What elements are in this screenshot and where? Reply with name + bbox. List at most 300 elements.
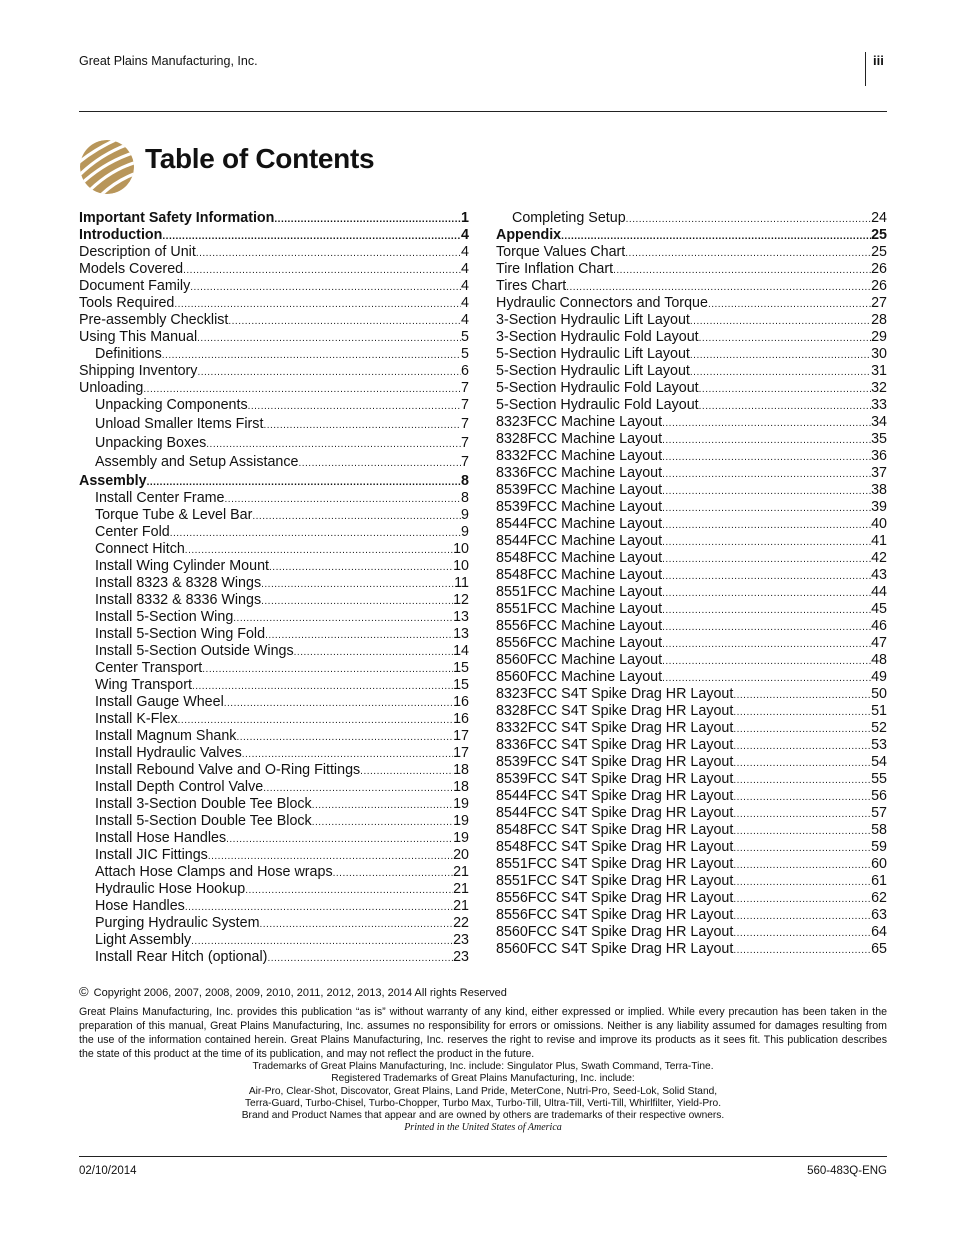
toc-entry-page: 9 — [461, 507, 469, 523]
toc-entry-title: 5-Section Hydraulic Fold Layout — [496, 380, 699, 396]
toc-entry-title: 8332FCC S4T Spike Drag HR Layout — [496, 720, 734, 736]
toc-entry[interactable] — [496, 907, 887, 924]
toc-entry-page: 19 — [453, 830, 469, 846]
toc-leader-dots — [162, 228, 461, 245]
toc-leader-dots — [733, 857, 871, 874]
toc-entry[interactable] — [496, 295, 887, 312]
toc-leader-dots — [662, 670, 871, 687]
toc-entry-page: 26 — [871, 278, 887, 294]
toc-entry-title: Attach Hose Clamps and Hose wraps — [95, 864, 333, 880]
toc-entry-page: 23 — [453, 932, 469, 948]
toc-entry-page: 7 — [461, 435, 469, 451]
toc-leader-dots — [662, 500, 871, 517]
toc-entry-title: Install 5-Section Wing Fold — [95, 626, 266, 642]
toc-entry[interactable] — [79, 711, 469, 728]
toc-leader-dots — [147, 474, 461, 491]
toc-entry-page: 33 — [871, 397, 887, 413]
toc-entry[interactable] — [496, 516, 887, 533]
toc-entry[interactable] — [79, 609, 469, 626]
toc-entry-page: 32 — [871, 380, 887, 396]
toc-entry-title: Purging Hydraulic System — [95, 915, 260, 931]
toc-leader-dots — [233, 610, 453, 627]
toc-leader-dots — [662, 602, 871, 619]
toc-leader-dots — [699, 330, 871, 347]
toc-entry[interactable] — [79, 541, 469, 558]
toc-entry-title: 8544FCC Machine Layout — [496, 533, 663, 549]
toc-entry[interactable] — [496, 363, 887, 380]
toc-entry-title: Connect Hitch — [95, 541, 185, 557]
toc-entry[interactable] — [496, 941, 887, 958]
toc-entry-title: Install Depth Control Valve — [95, 779, 264, 795]
toc-entry-title: 8560FCC S4T Spike Drag HR Layout — [496, 924, 734, 940]
toc-leader-dots — [298, 455, 461, 472]
toc-entry[interactable] — [496, 380, 887, 397]
toc-entry[interactable] — [79, 397, 469, 416]
toc-entry-page: 48 — [871, 652, 887, 668]
toc-leader-dots — [708, 296, 871, 313]
toc-entry-title: 8544FCC S4T Spike Drag HR Layout — [496, 788, 734, 804]
toc-entry-page: 53 — [871, 737, 887, 753]
toc-entry-page: 59 — [871, 839, 887, 855]
great-plains-logo — [79, 138, 135, 196]
toc-entry[interactable] — [496, 788, 887, 805]
toc-entry-title: Install 3-Section Double Tee Block — [95, 796, 312, 812]
toc-entry[interactable] — [496, 703, 887, 720]
toc-entry-title: Install Rebound Valve and O-Ring Fittings — [95, 762, 361, 778]
toc-entry-page: 64 — [871, 924, 887, 940]
toc-entry-title: 8551FCC S4T Spike Drag HR Layout — [496, 856, 734, 872]
toc-leader-dots — [248, 398, 461, 415]
toc-entry-page: 38 — [871, 482, 887, 498]
toc-entry[interactable] — [79, 295, 469, 312]
toc-leader-dots — [662, 483, 871, 500]
toc-entry-title: Important Safety Information — [79, 210, 275, 226]
toc-entry-page: 16 — [453, 711, 469, 727]
toc-entry-title: 5-Section Hydraulic Lift Layout — [496, 363, 690, 379]
toc-entry-title: Unpacking Boxes — [95, 435, 207, 451]
toc-entry-page: 4 — [461, 244, 469, 260]
toc-entry-page: 26 — [871, 261, 887, 277]
toc-entry-title: Wing Transport — [95, 677, 192, 693]
toc-entry[interactable] — [496, 414, 887, 431]
toc-entry[interactable] — [496, 465, 887, 482]
toc-leader-dots — [333, 865, 453, 882]
toc-entry-title: Using This Manual — [79, 329, 198, 345]
toc-entry-page: 30 — [871, 346, 887, 362]
toc-entry[interactable] — [496, 210, 887, 227]
toc-entry[interactable] — [496, 805, 887, 822]
toc-entry-title: 8323FCC S4T Spike Drag HR Layout — [496, 686, 734, 702]
toc-entry-title: Install 5-Section Wing — [95, 609, 234, 625]
toc-entry[interactable] — [496, 737, 887, 754]
toc-entry[interactable] — [496, 635, 887, 652]
toc-leader-dots — [733, 840, 871, 857]
toc-leader-dots — [197, 364, 461, 381]
toc-leader-dots — [733, 925, 871, 942]
toc-entry[interactable] — [496, 618, 887, 635]
toc-leader-dots — [625, 245, 871, 262]
toc-entry-page: 11 — [454, 575, 469, 591]
toc-leader-dots — [174, 296, 461, 313]
toc-entry-page: 14 — [453, 643, 469, 659]
toc-entry[interactable] — [496, 924, 887, 941]
toc-entry-page: 12 — [453, 592, 469, 608]
toc-entry[interactable] — [79, 932, 469, 949]
toc-entry[interactable] — [79, 745, 469, 762]
toc-entry-title: 8551FCC Machine Layout — [496, 601, 663, 617]
toc-leader-dots — [312, 797, 453, 814]
toc-leader-dots — [733, 738, 871, 755]
toc-entry-page: 4 — [461, 227, 469, 243]
toc-leader-dots — [236, 729, 453, 746]
header-page-number: iii — [873, 53, 884, 68]
toc-right-column — [496, 210, 887, 958]
toc-entry-page: 10 — [453, 541, 469, 557]
toc-leader-dots — [733, 874, 871, 891]
toc-entry[interactable] — [496, 550, 887, 567]
toc-entry[interactable] — [79, 558, 469, 575]
toc-left-column — [79, 210, 469, 966]
toc-entry-page: 17 — [453, 728, 469, 744]
toc-entry-page: 55 — [871, 771, 887, 787]
toc-entry-page: 63 — [871, 907, 887, 923]
toc-entry-page: 20 — [453, 847, 469, 863]
disclaimer-text: Great Plains Manufacturing, Inc. provides this publication “as is” without warranty of any kind, either expressed or implied. While every precaution has been taken in the preparation of this manual, Great Plains Manufacturing, Inc. assumes no responsibility for errors or omissions. Neither is any liability assumed for damages resulting from the use of the information contained herein. Great Plains Manufacturing, Inc. reserves the right to revise and improve its products as it sees fit. This publication describes the state of this product at the time of its publication, and may not reflect the product in the future. — [79, 1006, 887, 1060]
toc-leader-dots — [185, 899, 453, 916]
toc-leader-dots — [690, 313, 871, 330]
toc-entry[interactable] — [79, 898, 469, 915]
toc-entry[interactable] — [79, 329, 469, 346]
toc-entry-page: 43 — [871, 567, 887, 583]
toc-entry[interactable] — [79, 677, 469, 694]
toc-entry[interactable] — [79, 454, 469, 473]
toc-leader-dots — [191, 933, 453, 950]
toc-entry-page: 65 — [871, 941, 887, 957]
toc-entry[interactable] — [496, 720, 887, 737]
toc-leader-dots — [197, 330, 461, 347]
toc-entry-page: 49 — [871, 669, 887, 685]
toc-entry-page: 18 — [453, 779, 469, 795]
toc-entry[interactable] — [496, 448, 887, 465]
toc-leader-dots — [225, 491, 462, 508]
toc-entry[interactable] — [496, 839, 887, 856]
footer-date: 02/10/2014 — [79, 1165, 137, 1177]
toc-entry[interactable] — [79, 346, 469, 363]
toc-leader-dots — [208, 848, 453, 865]
toc-leader-dots — [662, 653, 871, 670]
toc-entry-page: 60 — [871, 856, 887, 872]
toc-entry[interactable] — [496, 686, 887, 703]
toc-entry[interactable] — [79, 592, 469, 609]
toc-entry-page: 9 — [461, 524, 469, 540]
toc-leader-dots — [613, 262, 871, 279]
toc-entry[interactable] — [496, 312, 887, 329]
toc-entry[interactable] — [79, 915, 469, 932]
toc-entry-title: Unload Smaller Items First — [95, 416, 264, 432]
toc-leader-dots — [261, 593, 453, 610]
toc-entry[interactable] — [496, 669, 887, 686]
toc-entry-page: 44 — [871, 584, 887, 600]
toc-entry[interactable] — [496, 244, 887, 261]
toc-entry[interactable] — [496, 567, 887, 584]
toc-leader-dots — [733, 704, 871, 721]
toc-leader-dots — [252, 508, 461, 525]
toc-entry-page: 46 — [871, 618, 887, 634]
toc-leader-dots — [261, 576, 454, 593]
toc-entry[interactable] — [79, 435, 469, 454]
printed-in-note: Printed in the United States of America — [404, 1122, 562, 1134]
toc-leader-dots — [196, 245, 461, 262]
toc-entry-title: Hose Handles — [95, 898, 185, 914]
toc-entry-title: Install Rear Hitch (optional) — [95, 949, 268, 965]
toc-entry-page: 21 — [453, 898, 469, 914]
toc-entry[interactable] — [496, 482, 887, 499]
toc-entry-page: 19 — [453, 813, 469, 829]
toc-entry-title: Document Family — [79, 278, 191, 294]
toc-entry[interactable] — [79, 762, 469, 779]
toc-leader-dots — [190, 279, 461, 296]
toc-entry-page: 8 — [461, 473, 469, 489]
toc-entry-page: 10 — [453, 558, 469, 574]
toc-entry-title: Tools Required — [79, 295, 175, 311]
toc-entry-title: Definitions — [95, 346, 162, 362]
toc-entry-page: 21 — [453, 864, 469, 880]
toc-leader-dots — [312, 814, 453, 831]
toc-entry[interactable] — [496, 873, 887, 890]
toc-leader-dots — [662, 585, 871, 602]
toc-entry-page: 35 — [871, 431, 887, 447]
toc-entry[interactable] — [79, 949, 469, 966]
toc-entry[interactable] — [79, 643, 469, 660]
toc-entry[interactable] — [496, 584, 887, 601]
toc-leader-dots — [662, 619, 871, 636]
toc-entry-title: Install 8332 & 8336 Wings — [95, 592, 262, 608]
toc-entry[interactable] — [496, 652, 887, 669]
toc-leader-dots — [626, 211, 871, 228]
toc-entry[interactable] — [79, 728, 469, 745]
toc-entry-title: Install Center Frame — [95, 490, 225, 506]
toc-entry-title: 8556FCC Machine Layout — [496, 635, 663, 651]
header-divider — [865, 52, 866, 86]
toc-entry-page: 4 — [461, 295, 469, 311]
toc-leader-dots — [263, 780, 453, 797]
toc-entry[interactable] — [79, 278, 469, 295]
toc-entry[interactable] — [79, 416, 469, 435]
toc-leader-dots — [733, 721, 871, 738]
toc-entry-title: Description of Unit — [79, 244, 196, 260]
toc-entry-page: 57 — [871, 805, 887, 821]
toc-entry[interactable] — [496, 499, 887, 516]
toc-leader-dots — [690, 347, 871, 364]
toc-entry-page: 6 — [461, 363, 469, 379]
toc-entry-page: 40 — [871, 516, 887, 532]
toc-entry-title: Tires Chart — [496, 278, 567, 294]
toc-entry-page: 41 — [871, 533, 887, 549]
toc-entry-page: 37 — [871, 465, 887, 481]
toc-entry[interactable] — [79, 626, 469, 643]
toc-leader-dots — [662, 517, 871, 534]
toc-leader-dots — [265, 627, 453, 644]
toc-entry-title: Torque Tube & Level Bar — [95, 507, 253, 523]
toc-entry[interactable] — [496, 227, 887, 244]
toc-entry-page: 25 — [871, 244, 887, 260]
toc-leader-dots — [733, 789, 871, 806]
toc-entry[interactable] — [79, 244, 469, 261]
toc-entry-page: 15 — [453, 660, 469, 676]
toc-leader-dots — [662, 466, 871, 483]
toc-entry[interactable] — [79, 210, 469, 227]
trademark-line: Trademarks of Great Plains Manufacturing, Inc. include: Singulator Plus, Swath Command, Terra-Tine. — [252, 1061, 714, 1072]
toc-entry[interactable] — [79, 881, 469, 898]
toc-entry[interactable] — [79, 864, 469, 881]
toc-entry[interactable] — [79, 363, 469, 380]
toc-entry[interactable] — [79, 490, 469, 507]
toc-entry[interactable] — [496, 856, 887, 873]
toc-entry[interactable] — [79, 830, 469, 847]
toc-entry-title: Install Wing Cylinder Mount — [95, 558, 270, 574]
toc-entry[interactable] — [496, 431, 887, 448]
toc-entry-title: 8551FCC S4T Spike Drag HR Layout — [496, 873, 734, 889]
toc-entry-page: 16 — [453, 694, 469, 710]
toc-entry-title: 8336FCC Machine Layout — [496, 465, 663, 481]
toc-entry[interactable] — [79, 575, 469, 592]
toc-leader-dots — [294, 644, 453, 661]
toc-entry-title: Assembly — [79, 473, 147, 489]
trademark-line: Registered Trademarks of Great Plains Manufacturing, Inc. include: — [331, 1073, 635, 1085]
toc-entry-title: Appendix — [496, 227, 562, 243]
toc-entry[interactable] — [79, 312, 469, 329]
toc-entry-page: 31 — [871, 363, 887, 379]
toc-leader-dots — [143, 381, 461, 398]
toc-entry-title: Install Hydraulic Valves — [95, 745, 242, 761]
toc-entry-page: 62 — [871, 890, 887, 906]
toc-entry[interactable] — [79, 847, 469, 864]
toc-entry[interactable] — [496, 329, 887, 346]
toc-entry[interactable] — [496, 278, 887, 295]
toc-entry-page: 8 — [461, 490, 469, 506]
toc-leader-dots — [242, 746, 453, 763]
toc-entry-page: 52 — [871, 720, 887, 736]
toc-entry-title: 8539FCC S4T Spike Drag HR Layout — [496, 754, 734, 770]
toc-entry[interactable] — [79, 507, 469, 524]
toc-leader-dots — [178, 712, 453, 729]
toc-leader-dots — [274, 211, 461, 228]
toc-entry[interactable] — [496, 771, 887, 788]
copyright-symbol: © — [79, 984, 89, 999]
toc-entry-title: Models Covered — [79, 261, 184, 277]
toc-entry[interactable] — [496, 601, 887, 618]
toc-entry-page: 4 — [461, 312, 469, 328]
toc-leader-dots — [733, 687, 871, 704]
toc-leader-dots — [662, 636, 871, 653]
toc-entry-title: 8539FCC S4T Spike Drag HR Layout — [496, 771, 734, 787]
toc-leader-dots — [360, 763, 453, 780]
toc-leader-dots — [228, 313, 461, 330]
toc-leader-dots — [733, 891, 871, 908]
toc-entry-title: 8548FCC S4T Spike Drag HR Layout — [496, 822, 734, 838]
copyright-text: Copyright 2006, 2007, 2008, 2009, 2010, 2011, 2012, 2013, 2014 All rights Reserved — [93, 987, 507, 999]
toc-entry[interactable] — [496, 261, 887, 278]
toc-leader-dots — [162, 347, 461, 364]
toc-entry[interactable] — [79, 660, 469, 677]
footer-rule — [79, 1156, 887, 1157]
toc-entry-title: 8539FCC Machine Layout — [496, 499, 663, 515]
toc-entry-page: 23 — [453, 949, 469, 965]
toc-entry-title: Install Hose Handles — [95, 830, 227, 846]
toc-entry[interactable] — [496, 346, 887, 363]
toc-entry-page: 39 — [871, 499, 887, 515]
toc-entry-page: 27 — [871, 295, 887, 311]
toc-leader-dots — [170, 525, 461, 542]
toc-entry[interactable] — [496, 397, 887, 414]
toc-leader-dots — [662, 534, 871, 551]
toc-entry-page: 45 — [871, 601, 887, 617]
toc-entry[interactable] — [496, 822, 887, 839]
toc-entry[interactable] — [79, 473, 469, 490]
toc-entry-page: 1 — [461, 210, 469, 226]
toc-leader-dots — [202, 661, 453, 678]
toc-entry-page: 61 — [871, 873, 887, 889]
toc-entry[interactable] — [79, 779, 469, 796]
toc-entry-title: Hydraulic Connectors and Torque — [496, 295, 708, 311]
toc-entry-page: 18 — [453, 762, 469, 778]
toc-leader-dots — [690, 364, 871, 381]
toc-entry-title: 8560FCC Machine Layout — [496, 669, 663, 685]
toc-entry[interactable] — [496, 890, 887, 907]
toc-entry-title: Center Transport — [95, 660, 203, 676]
toc-entry-title: 8336FCC S4T Spike Drag HR Layout — [496, 737, 734, 753]
toc-entry-title: Install K-Flex — [95, 711, 178, 727]
toc-entry-title: Install 5-Section Double Tee Block — [95, 813, 312, 829]
toc-entry[interactable] — [79, 796, 469, 813]
toc-entry[interactable] — [79, 524, 469, 541]
trademark-line: Terra-Guard, Turbo-Chisel, Turbo-Chopper, Turbo Max, Turbo-Till, Ultra-Till, Verti-Till, Whirlfilter, Yield-Pro. — [244, 1097, 722, 1109]
toc-entry-title: Introduction — [79, 227, 163, 243]
toc-entry-title: 5-Section Hydraulic Fold Layout — [496, 397, 699, 413]
toc-entry-title: 8548FCC Machine Layout — [496, 550, 663, 566]
toc-entry-page: 51 — [871, 703, 887, 719]
toc-leader-dots — [185, 542, 453, 559]
toc-entry-page: 19 — [453, 796, 469, 812]
toc-entry[interactable] — [496, 754, 887, 771]
toc-entry-title: 8560FCC S4T Spike Drag HR Layout — [496, 941, 734, 957]
toc-entry-title: 3-Section Hydraulic Fold Layout — [496, 329, 699, 345]
toc-entry-title: Shipping Inventory — [79, 363, 198, 379]
toc-entry-title: Assembly and Setup Assistance — [95, 454, 299, 470]
toc-entry[interactable] — [496, 533, 887, 550]
toc-entry-page: 13 — [453, 609, 469, 625]
header-rule — [79, 111, 887, 112]
toc-entry[interactable] — [79, 261, 469, 278]
toc-entry[interactable] — [79, 694, 469, 711]
toc-entry-page: 7 — [461, 397, 469, 413]
toc-entry[interactable] — [79, 227, 469, 244]
toc-entry[interactable] — [79, 380, 469, 397]
toc-entry-title: 8548FCC S4T Spike Drag HR Layout — [496, 839, 734, 855]
toc-entry-title: 8328FCC Machine Layout — [496, 431, 663, 447]
toc-leader-dots — [662, 432, 871, 449]
toc-entry[interactable] — [79, 813, 469, 830]
toc-entry-page: 7 — [461, 416, 469, 432]
toc-entry-page: 17 — [453, 745, 469, 761]
toc-entry-title: 5-Section Hydraulic Lift Layout — [496, 346, 690, 362]
toc-leader-dots — [733, 772, 871, 789]
toc-entry-title: 8551FCC Machine Layout — [496, 584, 663, 600]
toc-entry-title: Torque Values Chart — [496, 244, 626, 260]
toc-entry-page: 29 — [871, 329, 887, 345]
toc-entry-title: 3-Section Hydraulic Lift Layout — [496, 312, 690, 328]
toc-leader-dots — [566, 279, 871, 296]
